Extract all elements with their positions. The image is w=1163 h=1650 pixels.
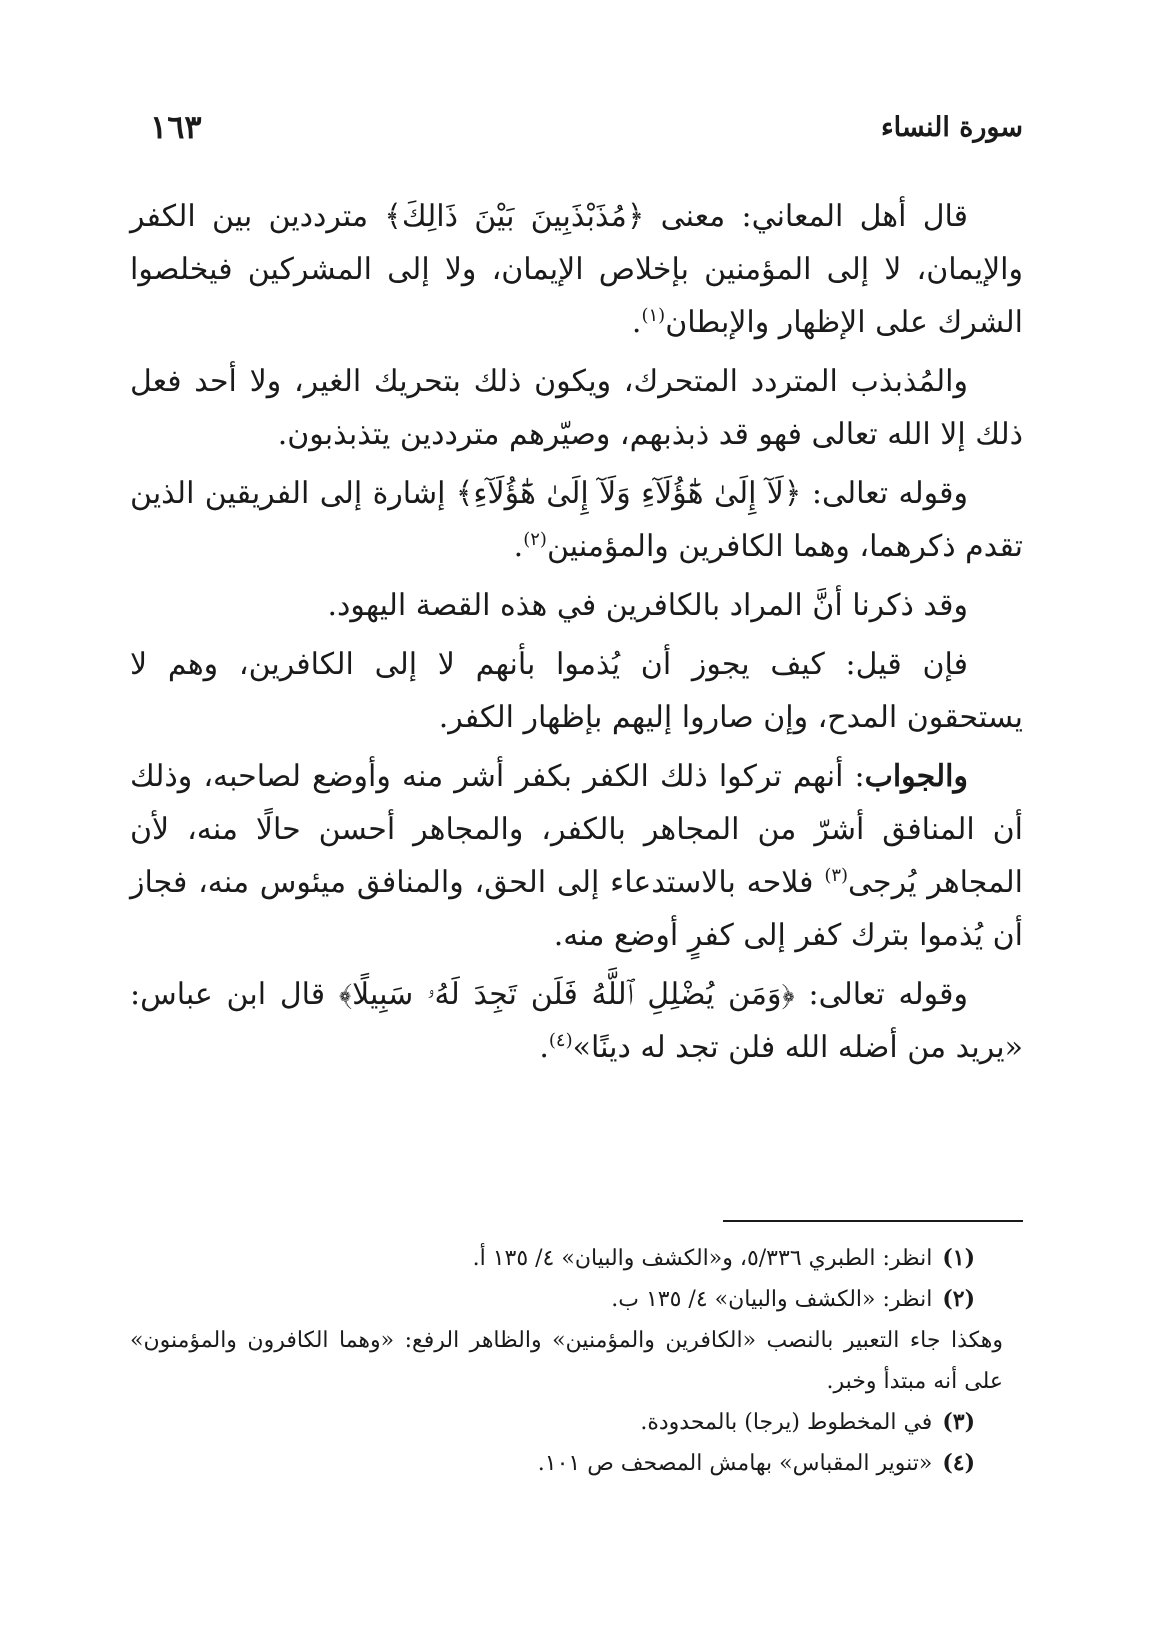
paragraph-4: وقد ذكرنا أنَّ المراد بالكافرين في هذه القصة اليهود. — [327, 588, 968, 623]
footnote-3 — [130, 1402, 1023, 1443]
footnote-1 — [130, 1238, 1023, 1279]
paragraph-1-text-a: قال أهل المعاني: معنى — [660, 199, 968, 234]
paragraph-6-text-a: : أنهم تركوا ذلك الكفر بكفر أشر منه وأوضع لصاحبه، وذلك أن المنافق أشرّ من المجاهر بالكفر، والمجاهر أحسن حالًا منه، لأن المجاهر يُرجى — [130, 759, 1023, 900]
footnote-ref-1: (١) — [641, 305, 666, 326]
paragraph-7-end: . — [539, 1030, 549, 1065]
footnote-ref-2: (٢) — [523, 529, 547, 550]
main-text — [130, 190, 1023, 1080]
paragraph-6-text-b: فلاحه بالاستدعاء إلى الحق، والمنافق ميئوس منه، فجاز أن يُذموا بترك كفر إلى كفرٍ أوضع منه. — [130, 865, 1023, 953]
footnote-ref-3: (٣) — [824, 865, 849, 886]
paragraph-3 — [130, 467, 1023, 573]
footnote-2-continuation: وهكذا جاء التعبير بالنصب «الكافرين والمؤمنين» والظاهر الرفع: «وهما الكافرون والمؤمنون» على أنه مبتدأ وخبر. — [130, 1328, 1003, 1394]
page-header — [150, 108, 1023, 162]
footnote-2-number: (٢) — [942, 1286, 975, 1312]
footnote-ref-4: (٤) — [548, 1030, 573, 1051]
footnote-3-number: (٣) — [942, 1409, 975, 1435]
footnote-3-text: في المخطوط (يرجا) بالمحدودة. — [640, 1410, 933, 1435]
paragraph-7-text-a: وقوله تعالى: — [808, 977, 969, 1012]
paragraph-3-end: . — [513, 529, 524, 564]
quran-quote-2: ﴿لَآ إِلَىٰ هَٰٓؤُلَآءِ وَلَآ إِلَىٰ هَٰٓؤُلَآءِ﴾ — [455, 476, 802, 511]
paragraph-1 — [130, 190, 1023, 349]
paragraph-2: والمُذبذب المتردد المتحرك، ويكون ذلك بتحريك الغير، ولا أحد فعل ذلك إلا الله تعالى فهو قد ذبذبهم، وصيّرهم مترددين يتذبذبون. — [130, 364, 1023, 452]
paragraph-3-text-b: إشارة إلى الفريقين الذين تقدم ذكرهما، وهما الكافرين والمؤمنين — [130, 476, 1023, 564]
footnotes — [130, 1238, 1023, 1484]
footnote-1-text: انظر: الطبري ٥/٣٣٦، و«الكشف والبيان» ٤/ ١٣٥ أ. — [472, 1246, 933, 1271]
paragraph-1-text-b: مترددين بين الكفر والإيمان، لا إلى المؤمنين بإخلاص الإيمان، ولا إلى المشركين فيخلصوا الشرك على الإظهار والإبطان — [130, 199, 1024, 340]
paragraph-3-text-a: وقوله تعالى: — [811, 476, 969, 511]
footnote-1-number: (١) — [942, 1245, 975, 1271]
footnote-2-text: انظر: «الكشف والبيان» ٤/ ١٣٥ ب. — [611, 1287, 933, 1312]
footnote-4-number: (٤) — [942, 1450, 975, 1476]
page-number: ١٦٣ — [150, 108, 202, 146]
answer-label: والجواب — [864, 759, 968, 794]
footnote-4-text: «تنوير المقباس» بهامش المصحف ص ١٠١. — [537, 1451, 933, 1476]
paragraph-7 — [130, 968, 1023, 1074]
paragraph-7-text-b: قال ابن عباس: «يريد من أضله الله فلن تجد له دينًا» — [130, 977, 1023, 1065]
surah-title: سورة النساء — [880, 112, 1023, 143]
paragraph-1-end: . — [631, 305, 642, 340]
footnote-2 — [130, 1279, 1023, 1320]
quran-quote-1: ﴿مُذَبْذَبِينَ بَيْنَ ذَالِكَ﴾ — [384, 199, 645, 234]
paragraph-6 — [130, 750, 1023, 962]
paragraph-5: فإن قيل: كيف يجوز أن يُذموا بأنهم لا إلى الكافرين، وهم لا يستحقون المدح، وإن صاروا إليهم بإظهار الكفر. — [130, 647, 1023, 735]
footnote-divider — [723, 1220, 1023, 1222]
quran-quote-3: ﴿وَمَن يُضْلِلِ ٱللَّهُ فَلَن تَجِدَ لَهُۥ سَبِيلًا﴾ — [338, 977, 795, 1012]
footnote-4 — [130, 1443, 1023, 1484]
